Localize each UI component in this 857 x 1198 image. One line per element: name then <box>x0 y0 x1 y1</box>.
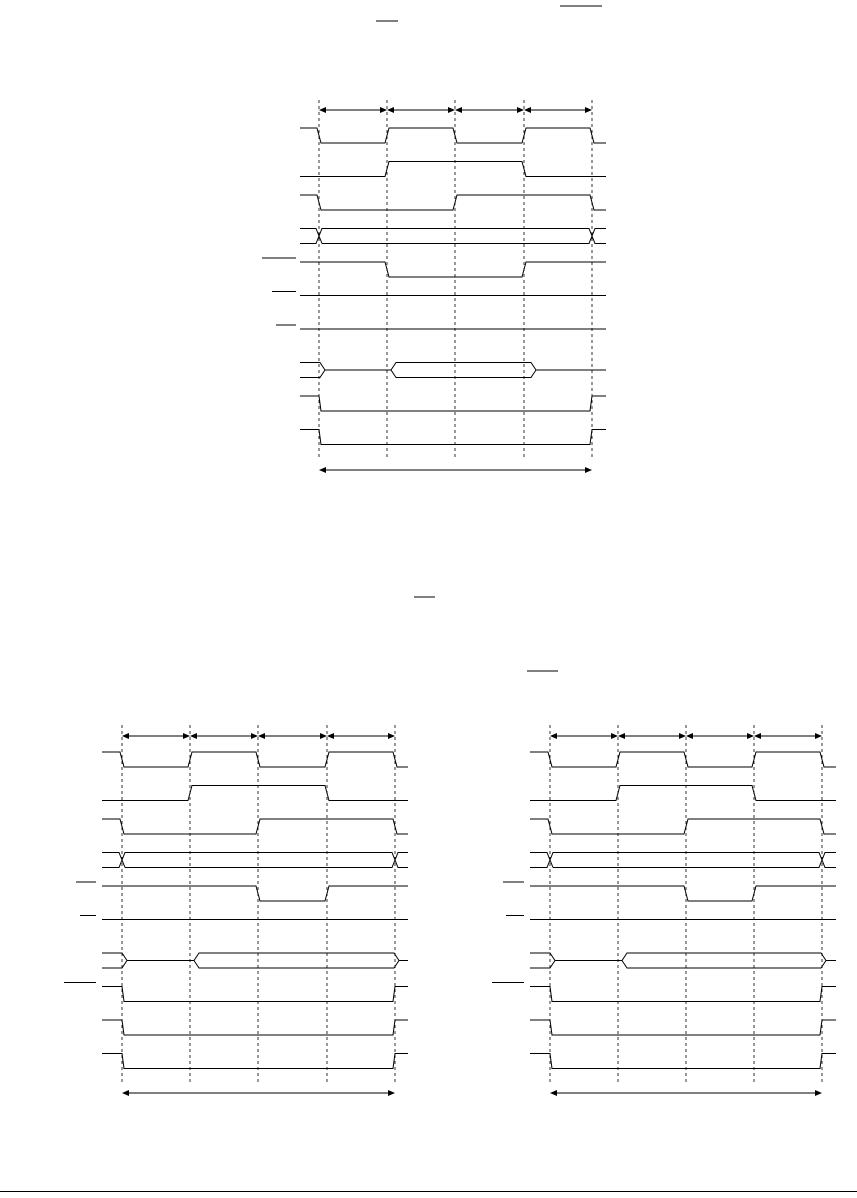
arrowhead-right <box>320 733 327 739</box>
arrowhead-left <box>122 1090 129 1096</box>
signal-waveform-3 <box>530 819 836 834</box>
signal-waveform-2 <box>102 786 408 801</box>
arrowhead-left <box>524 107 531 113</box>
arrowhead-right <box>747 733 754 739</box>
signal-waveform-8 <box>102 987 408 1002</box>
signal-waveform-5 <box>300 262 606 277</box>
signal-waveform-9 <box>300 396 606 411</box>
arrowhead-right <box>380 107 387 113</box>
signal-waveform-10 <box>300 430 606 445</box>
arrowhead-right <box>611 733 618 739</box>
signal-waveform-10 <box>102 1054 408 1069</box>
signal-waveform-5 <box>102 886 408 901</box>
arrowhead-left <box>686 733 693 739</box>
arrowhead-right <box>388 733 395 739</box>
signal-waveform-7 <box>102 953 408 968</box>
arrowhead-right <box>585 467 592 473</box>
arrowhead-right <box>251 733 258 739</box>
signal-waveform-1 <box>530 752 836 767</box>
signal-waveform-5 <box>530 886 836 901</box>
signal-waveform-4 <box>530 853 836 868</box>
arrowhead-left <box>387 107 394 113</box>
signal-waveform-2 <box>530 786 836 801</box>
signal-waveform-1 <box>102 752 408 767</box>
arrowhead-right <box>815 1090 822 1096</box>
signal-waveform-9 <box>102 1020 408 1035</box>
arrowhead-right <box>585 107 592 113</box>
signal-waveform-8 <box>530 987 836 1002</box>
signal-waveform-2 <box>300 162 606 177</box>
signal-waveform-4 <box>300 229 606 244</box>
arrowhead-left <box>319 467 326 473</box>
arrowhead-right <box>815 733 822 739</box>
arrowhead-left <box>550 733 557 739</box>
timing-diagram-bottom-right <box>492 725 836 1096</box>
arrowhead-right <box>448 107 455 113</box>
arrowhead-left <box>754 733 761 739</box>
signal-waveform-9 <box>530 1020 836 1035</box>
signal-waveform-10 <box>530 1054 836 1069</box>
signal-waveform-7 <box>530 953 836 968</box>
arrowhead-right <box>388 1090 395 1096</box>
arrowhead-right <box>679 733 686 739</box>
footer-rule <box>0 1191 857 1192</box>
signal-waveform-3 <box>102 819 408 834</box>
arrowhead-left <box>327 733 334 739</box>
arrowhead-left <box>319 107 326 113</box>
signal-waveform-3 <box>300 195 606 210</box>
arrowhead-right <box>183 733 190 739</box>
arrowhead-left <box>122 733 129 739</box>
timing-diagram-top <box>262 100 606 473</box>
arrowhead-left <box>258 733 265 739</box>
signal-waveform-8 <box>300 363 606 378</box>
arrowhead-left <box>550 1090 557 1096</box>
arrowhead-left <box>455 107 462 113</box>
signal-waveform-4 <box>102 853 408 868</box>
signal-waveform-1 <box>300 128 606 143</box>
arrowhead-left <box>190 733 197 739</box>
timing-diagram-bottom-left <box>64 725 408 1096</box>
arrowhead-right <box>517 107 524 113</box>
arrowhead-left <box>618 733 625 739</box>
